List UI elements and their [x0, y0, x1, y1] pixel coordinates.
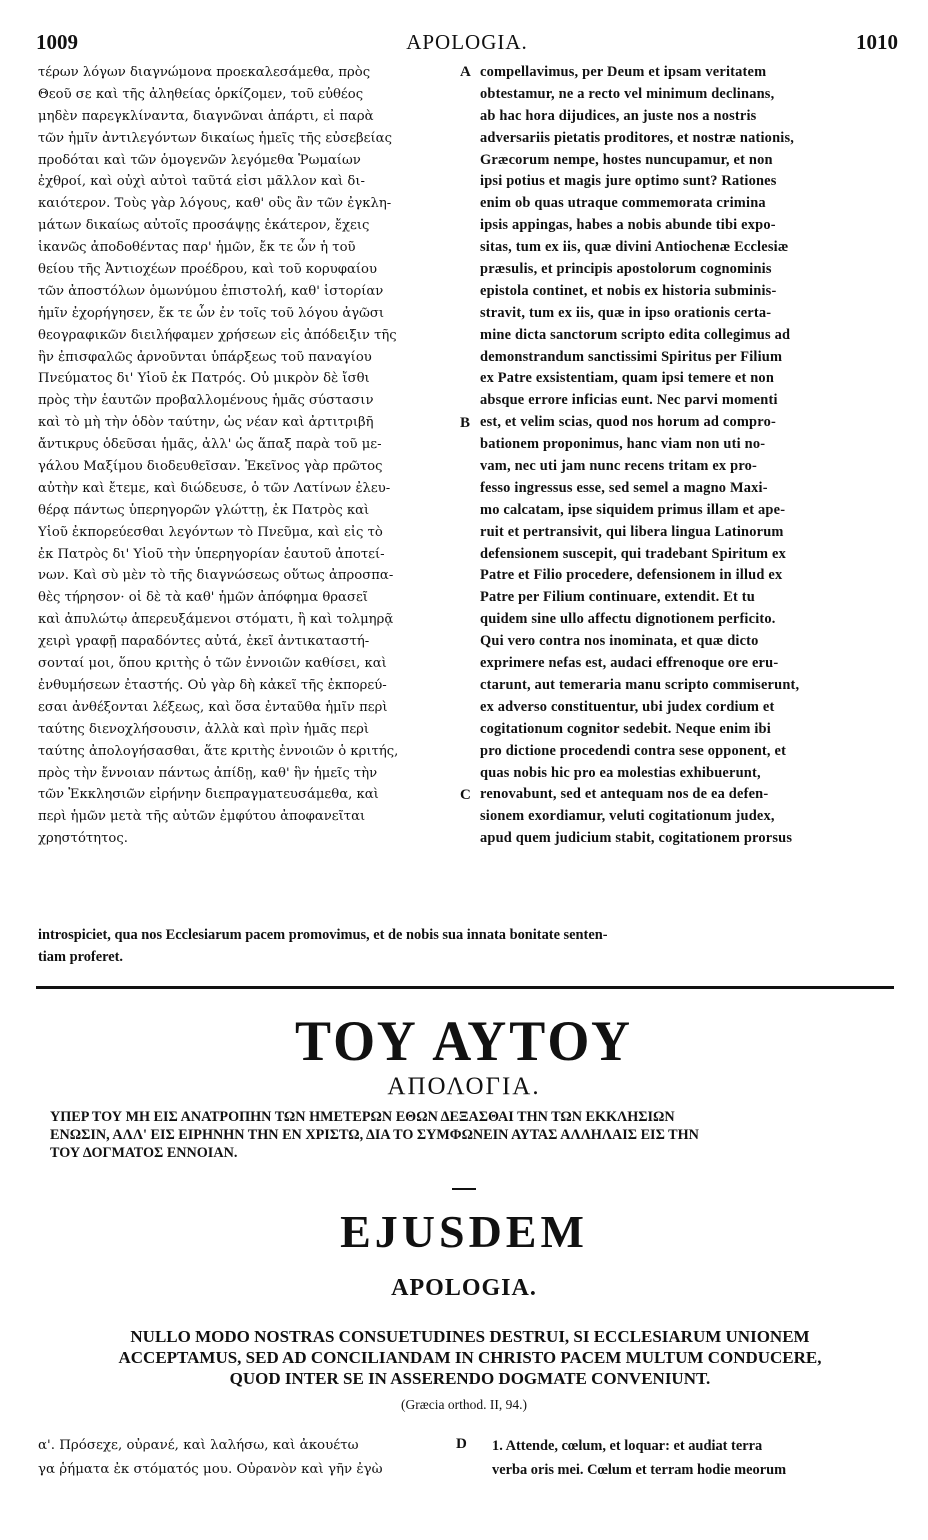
greek-line: περὶ ἡμῶν μετὰ τῆς αὐτῶν ἐμφύτου ἀποφανεῖται: [38, 809, 366, 825]
latin-description-line: ACCEPTAMUS, SED AD CONCILIANDAM IN CHRISTO PACEM MULTUM CONDUCERE,: [118, 1348, 822, 1367]
greek-subtitle: ΑΠΟΛΟΓΙΑ.: [387, 1073, 541, 1100]
latin-line: sitas, tum ex iis, quæ divini Antiochenæ Ecclesiæ: [480, 239, 789, 256]
greek-line: καὶ ἀπυλώτῳ ἀπερευξάμενοι στόματι, ἢ καὶ τολμηρᾷ: [38, 612, 394, 628]
latin-description-line: NULLO MODO NOSTRAS CONSUETUDINES DESTRUI, SI ECCLESIARUM UNIONEM: [130, 1327, 810, 1346]
greek-line: θεογραφικῶν διειλήφαμεν χρήσεων εἰς ἀπόδειξιν τῆς: [38, 327, 397, 343]
latin-line: quidem sine ullo affectu dignotionem perficito.: [480, 611, 776, 628]
greek-line: πρὸς τὴν ἑαυτῶν προβαλλομένους ἡμᾶς σύστασιν: [38, 393, 374, 409]
greek-line: Πνεύματος δι' Υἱοῦ ἐκ Πατρός. Οὐ μικρὸν δὲ ἴσθι: [38, 371, 370, 387]
greek-line: θείου τῆς Ἀντιοχέων προέδρου, καὶ τοῦ κορυφαίου: [38, 262, 377, 278]
verse-latin: [492, 1434, 896, 1482]
greek-line: νων. Καὶ σὺ μὲν τὸ τῆς διαγνώσεως οὕτως ἀπροσπα-: [38, 568, 394, 584]
greek-line: χρηστότητος.: [38, 831, 128, 847]
greek-line: ταύτης διενοχλήσουσιν, ἀλλὰ καὶ πρὶν ἡμᾶς περὶ: [38, 721, 370, 737]
latin-line: fesso ingressus esse, sed semel a magno Maxi-: [480, 479, 768, 496]
latin-line: ruit et pertransivit, qui libera lingua Latinorum: [480, 523, 784, 540]
greek-line: τῶν Ἐκκλησιῶν εἰρήνην διεπραγματευσάμεθα, καὶ: [38, 787, 379, 803]
verse-greek: [38, 1434, 458, 1482]
latin-line: tiam proferet.: [38, 949, 123, 965]
page-number-left: 1009: [36, 30, 78, 54]
greek-line: ἱκανῶς ἀποδοθέντας παρ' ἡμῶν, ἔκ τε ὧν ἡ τοῦ: [38, 240, 356, 256]
latin-text-column: [480, 62, 894, 850]
greek-text-column: [38, 62, 458, 850]
greek-description: [50, 1108, 890, 1162]
latin-line: enim ob quas utraque commemorata crimina: [480, 195, 766, 212]
latin-line: demonstrandum sanctissimi Spiritus per Filium: [480, 348, 783, 365]
running-title: APOLOGIA.: [406, 30, 528, 54]
greek-line: καιότερον. Τοὺς γὰρ λόγους, καθ' οὓς ἂν τῶν ἐγκλη-: [38, 196, 392, 212]
greek-verse-line: γα ῥήματα ἐκ στόματός μου. Οὐρανὸν καὶ γῆν ἐγὼ: [38, 1462, 383, 1477]
latin-line: obtestamur, ne a recto vel minimum declinans,: [480, 85, 775, 102]
latin-line: epistola continet, et nobis ex historia subminis-: [480, 282, 777, 299]
greek-line: χειρὶ γραφῇ παραδόντες αὐτά, ἐκεῖ ἀντικαταστή-: [38, 634, 370, 650]
greek-line: ἄντικρυς ὁδεῦσαι ἡμᾶς, ἀλλ' ὡς ἅπαξ παρὰ τοῦ με-: [38, 437, 382, 453]
greek-line: καὶ τὸ μὴ τὴν ὁδὸν ταύτην, ὡς νέαν καὶ ἀρτιτριβῆ: [38, 415, 374, 431]
page-header: [36, 30, 898, 56]
latin-line: vam, nec uti jam nunc recens tritam ex pro-: [480, 458, 758, 475]
latin-line: sionem exordiamur, veluti cogitationum judex,: [480, 808, 775, 825]
greek-line: ἐχθροί, καὶ οὐχὶ αὐτοὶ ταῦτά εἰσι μᾶλλον καὶ δι-: [38, 174, 365, 190]
greek-line: γάλου Μαξίμου διοδευθεῖσαν. Ἐκεῖνος γὰρ πρῶτος: [38, 459, 383, 475]
greek-line: προδόται καὶ τῶν ὁμογενῶν λεγόμεθα Ῥωμαίων: [38, 152, 361, 168]
latin-continuation: [38, 924, 894, 968]
latin-verse-line: verba oris mei. Cœlum et terram hodie meorum: [492, 1462, 787, 1478]
latin-line: Græcorum nempe, hostes nuncupamur, et non: [480, 151, 773, 168]
greek-line: ἐνθυμήσεων ἐταστής. Οὐ γὰρ δὴ κἀκεῖ τῆς ἐκπορεύ-: [38, 677, 387, 693]
margin-letter-a: A: [460, 64, 471, 80]
latin-line: ipsis appingas, habes a nobis abunde tibi expo-: [480, 217, 776, 234]
latin-line: est, et velim scias, quod nos horum ad compro-: [480, 414, 776, 431]
greek-line: ταύτης ἀπολογήσασθαι, ἅτε κριτὴς ἐννοιῶν ὁ κριτής,: [38, 743, 399, 759]
latin-line: defensionem suscepit, qui tradebant Spiritum ex: [480, 545, 787, 562]
latin-subtitle: APOLOGIA.: [391, 1275, 537, 1301]
latin-description-line: QUOD INTER SE IN ASSERENDO DOGMATE CONVENIUNT.: [229, 1369, 711, 1388]
greek-description-line: ΕΝΩΣΙΝ, ΑΛΛ' ΕΙΣ ΕΙΡΗΝΗΝ ΤΗΝ ΕΝ ΧΡΙΣΤΩ, ΔΙΑ ΤΟ ΣΥΜΦΩΝΕΙΝ ΑΥΤΑΣ ΑΛΛΗΛΑΙΣ ΕΙΣ ΤΗΝ: [50, 1127, 699, 1143]
latin-verse-line: 1. Attende, cœlum, et loquar: et audiat terra: [492, 1438, 763, 1454]
latin-line: bationem proponimus, hanc viam non uti no-: [480, 436, 766, 453]
greek-line: σονταί μοι, ὅπου κριτὴς ὁ τῶν ἐννοιῶν καθίσει, καὶ: [38, 656, 387, 672]
latin-line: Patre per Filium continuare, extendit. Et tu: [480, 589, 756, 606]
latin-line: compellavimus, per Deum et ipsam veritatem: [480, 64, 767, 80]
greek-line: τῶν ἀποστόλων ὁμωνύμου ἐπιστολή, καθ' ἱστορίαν: [38, 283, 384, 299]
title-separator: [452, 1188, 476, 1190]
latin-line: Qui vero contra nos inominata, et quæ dicto: [480, 633, 759, 650]
greek-description-line: ΥΠΕΡ ΤΟΥ ΜΗ ΕΙΣ ΑΝΑΤΡΟΠΗΝ ΤΩΝ ΗΜΕΤΕΡΩΝ ΕΘΩΝ ΔΕΞΑΣΘΑΙ ΤΗΝ ΤΩΝ ΕΚΚΛΗΣΙΩΝ: [50, 1109, 675, 1125]
greek-line: τῶν ἡμῖν ἀντιλεγόντων δικαίως ἡμεῖς τῆς εὐσεβείας: [38, 130, 392, 146]
greek-line: τέρων λόγων διαγνώμονα προεκαλεσάμεθα, πρὸς: [38, 65, 371, 80]
greek-verse-line: α'. Πρόσεχε, οὐρανέ, καὶ λαλήσω, καὶ ἀκουέτω: [38, 1438, 359, 1453]
greek-line: αὐτὴν καὶ ἔτεμε, καὶ διώδευσε, ὁ τῶν Λατίνων ἐλευ-: [38, 480, 391, 496]
latin-line: pro dictione procedendi contra sese opponent, et: [480, 742, 787, 759]
greek-line: μηδὲν παρεγκλίναντα, διαγνῶναι ἀπάρτι, εἰ παρὰ: [38, 108, 374, 124]
source-reference: (Græcia orthod. II, 94.): [401, 1397, 527, 1412]
latin-line: mo calcatam, ipse siquidem primus illam et ape-: [480, 501, 786, 518]
margin-letter-d: D: [456, 1436, 467, 1452]
latin-line: ctarunt, aut temeraria manu scripto commiserunt,: [480, 676, 800, 693]
latin-line: præsulis, et principis apostolorum cognominis: [480, 261, 772, 278]
latin-line: adversariis pietatis proditores, et nostræ nationis,: [480, 129, 795, 146]
latin-title: EJUSDEM: [340, 1206, 588, 1257]
greek-line: Θεοῦ σε καὶ τῆς ἀληθείας ὁρκίζομεν, τοῦ εὐθέος: [38, 86, 364, 102]
greek-line: θέρᾳ πάντως ὑπερηγορῶν γλώττῃ, ἐκ Πατρὸς καὶ: [38, 502, 370, 518]
latin-description: [40, 1326, 900, 1389]
greek-line: ἣν ἐπισφαλῶς ἀρνοῦνται ὑπάρξεως τοῦ παναγίου: [38, 349, 372, 365]
latin-line: apud quem judicium stabit, cogitationem prorsus: [480, 830, 793, 847]
margin-letter-b: B: [460, 415, 471, 431]
latin-line: stravit, tum ex iis, quæ in ipso orationis certa-: [480, 304, 772, 321]
latin-line: mine dicta sanctorum scripto edita collegimus ad: [480, 326, 791, 343]
page-number-right: 1010: [856, 30, 898, 54]
greek-description-line: ΤΟΥ ΔΟΓΜΑΤΟΣ ΕΝΝΟΙΑΝ.: [50, 1145, 238, 1161]
latin-line: ex Patre exsistentiam, quam ipsi temere et non: [480, 370, 775, 387]
latin-line: quas nobis hic pro ea molestias exhibuerunt,: [480, 764, 761, 781]
latin-line: ex adverso constituentur, ubi judex cordium et: [480, 698, 775, 715]
greek-line: μάτων δικαίως αὐτοῖς προσάψῃς ἑκάτερον, ἔχεις: [38, 218, 370, 234]
latin-line: Patre et Filio procedere, defensionem in illud ex: [480, 567, 783, 584]
latin-line: ab hac hora dijudices, an juste nos a nostris: [480, 107, 757, 124]
latin-line: cogitationum cognitor sedebit. Neque enim ibi: [480, 720, 771, 737]
latin-line: renovabunt, sed et antequam nos de ea defen-: [480, 786, 769, 803]
section-divider: [36, 986, 894, 989]
margin-letter-c: C: [460, 787, 471, 803]
greek-line: πρὸς τὴν ἔννοιαν πάντως ἀπίδῃ, καθ' ἣν ἡμεῖς τὴν: [38, 765, 378, 781]
greek-line: ἡμῖν ἐχορήγησεν, ἔκ τε ὧν ἐν τοῖς τοῦ λόγου ἀγῶσι: [38, 305, 385, 321]
greek-line: εσαι ἀνθέξονται λέξεως, καὶ ὅσα ἐνταῦθα ἡμῖν περὶ: [38, 699, 388, 715]
latin-line: absque errore inficias eunt. Nec parvi momenti: [480, 392, 778, 409]
greek-line: θὲς τήρησον· οἱ δὲ τὰ καθ' ἡμῶν ἀπόφημα θρασεῖ: [38, 590, 368, 606]
latin-line: introspiciet, qua nos Ecclesiarum pacem promovimus, et de nobis sua innata bonitate senten-: [38, 927, 608, 943]
greek-title: ΤΟΥ ΑΥΤΟΥ: [295, 1009, 633, 1073]
latin-line: ipsi potius et magis jure optimo sunt? Rationes: [480, 173, 777, 190]
greek-line: ἐκ Πατρὸς δι' Υἱοῦ τὴν ὑπερηγορίαν ἑαυτοῦ ἀποτεί-: [38, 546, 385, 562]
greek-line: Υἱοῦ ἐκπορεύεσθαι λεγόντων τὸ Πνεῦμα, καὶ εἰς τὸ: [38, 524, 383, 540]
latin-line: exprimere nefas est, audaci effrenoque ore eru-: [480, 655, 779, 672]
